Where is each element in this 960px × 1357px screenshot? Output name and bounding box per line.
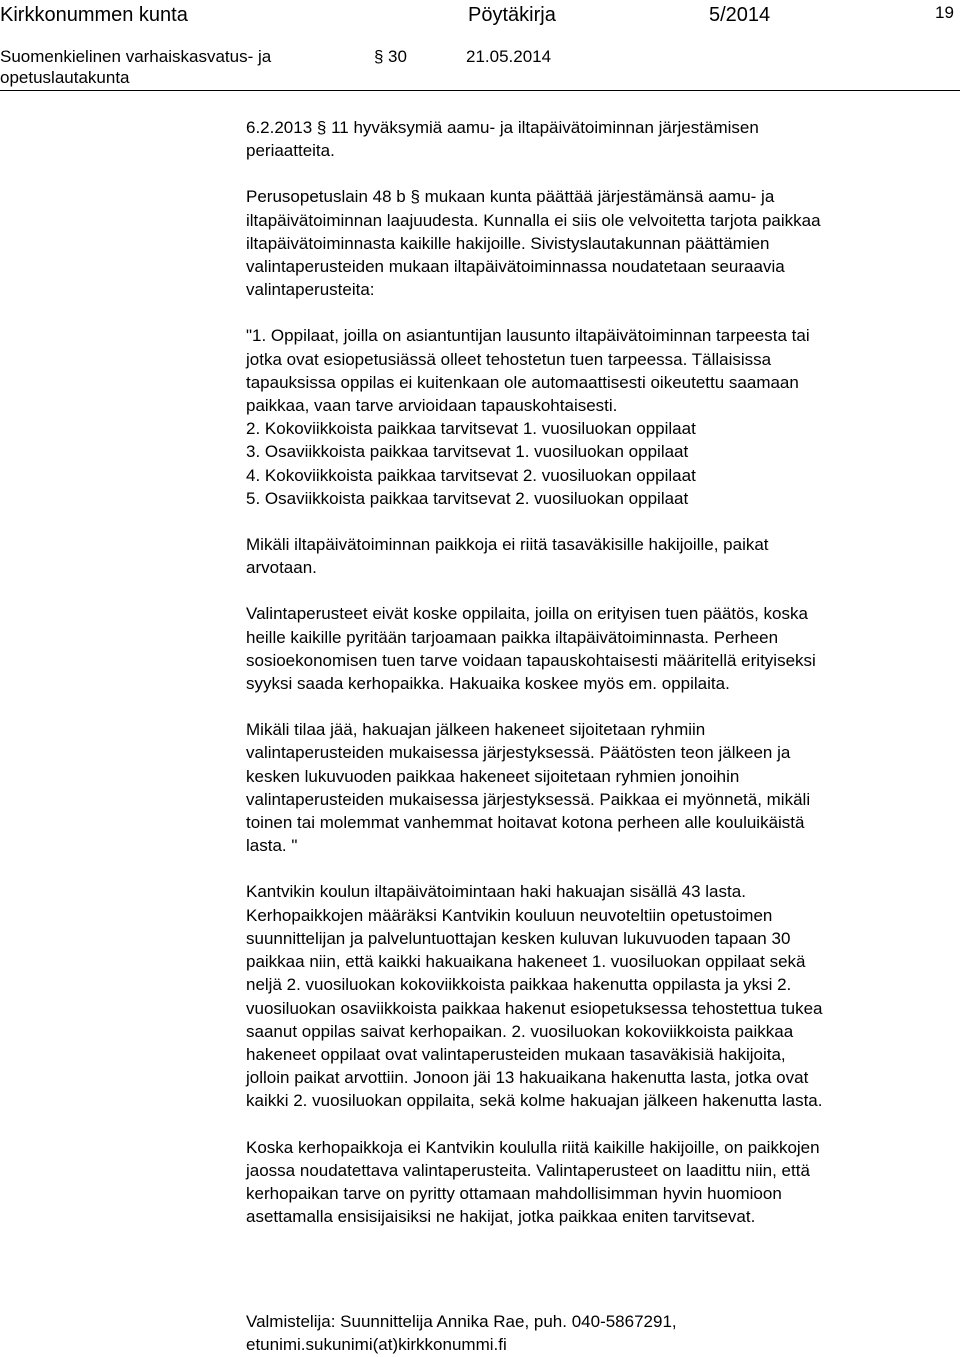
paragraph-criteria-list [246, 324, 952, 510]
text-line: 3. Osaviikkoista paikkaa tarvitsevat 1. vuosiluokan oppilaat [246, 442, 689, 462]
text-line: paikkaa, vaan tarve arvioidaan tapauskohtaisesti. [246, 396, 618, 416]
text-line: 6.2.2013 § 11 hyväksymiä aamu- ja iltapäivätoiminnan järjestämisen [246, 118, 759, 137]
text-line: valintaperusteiden mukaisessa järjestyksessä. Paikkaa ei myönnetä, mikäli [246, 789, 811, 809]
text-line: 4. Kokoviikkoista paikkaa tarvitsevat 2. vuosiluokan oppilaat [246, 465, 696, 485]
meeting-date: 21.05.2014 [466, 47, 552, 66]
board-name-line2: opetuslautakunta [0, 68, 130, 87]
document-type: Pöytäkirja [468, 4, 556, 26]
preparer-line2: etunimi.sukunimi(at)kirkkonummi.fi [246, 1335, 507, 1354]
text-line: jaossa noudatettava valintaperusteita. Valintaperusteet on laadittu niin, että [246, 1160, 810, 1180]
paragraph-kantvik [246, 880, 952, 1112]
municipality-name: Kirkkonummen kunta [0, 4, 188, 26]
header-divider [0, 90, 960, 91]
text-line: 5. Osaviikkoista paikkaa tarvitsevat 2. vuosiluokan oppilaat [246, 488, 689, 508]
text-line: kerhopaikan tarve on pyritty ottamaan mahdollisimman hyvin huomioon [246, 1183, 782, 1203]
preparer-line1: Valmistelija: Suunnittelija Annika Rae, puh. 040-5867291, [246, 1312, 677, 1331]
paragraph-special-support [246, 602, 952, 695]
text-line: jotka ovat esiopetusiässä olleet tehostetun tuen tarpeessa. Tällaisissa [246, 349, 772, 369]
text-line: saanut oppilas saivat kerhopaikan. 2. vuosiluokan kokoviikkoista paikkaa [246, 1021, 794, 1041]
text-line: valintaperusteiden mukaisessa järjestyksessä. Päätösten teon jälkeen ja [246, 743, 791, 763]
text-line: syyksi saada kerhopaikka. Hakuaika koskee myös em. oppilaita. [246, 674, 730, 694]
text-line: arvotaan. [246, 558, 317, 578]
text-line: Koska kerhopaikkoja ei Kantvikin koululla riitä kaikille hakijoille, on paikkojen [246, 1137, 820, 1157]
paragraph-law [246, 185, 952, 301]
text-line: heille kaikille pyritään tarjoamaan paikka iltapäivätoiminnasta. Perheen [246, 627, 779, 647]
paragraph-late-applicants [246, 718, 952, 857]
paragraph-intro [246, 116, 952, 162]
text-line: iltapäivätoiminnan laajuudesta. Kunnalla ei siis ole velvoitetta tarjota paikkaa [246, 210, 821, 230]
section-sign-icon: § [374, 47, 384, 66]
text-line: jolloin paikat arvottiin. Jonoon jäi 13 hakuaikana hakenutta lasta, jotka ovat [246, 1068, 809, 1088]
text-line: periaatteita. [246, 141, 335, 161]
text-line: 2. Kokoviikkoista paikkaa tarvitsevat 1. vuosiluokan oppilaat [246, 419, 696, 439]
text-line: tapauksissa oppilas ei kuitenkaan ole automaattisesti oikeutettu saamaan [246, 372, 799, 392]
document-body [246, 116, 952, 1251]
text-line: Perusopetuslain 48 b § mukaan kunta päättää järjestämänsä aamu- ja [246, 187, 775, 207]
board-name-line1: Suomenkielinen varhaiskasvatus- ja [0, 47, 272, 66]
text-line: Kerhopaikkojen määräksi Kantvikin kouluun neuvoteltiin opetustoimen [246, 905, 773, 925]
text-line: lasta. " [246, 836, 298, 856]
text-line: neljä 2. vuosiluokan kokoviikkoista paikkaa hakenutta oppilasta ja yksi 2. [246, 975, 792, 995]
text-line: asettamalla ensisijaisiksi ne hakijat, jotka paikkaa eniten tarvitsevat. [246, 1207, 756, 1227]
text-line: kesken lukuvuoden paikkaa hakeneet sijoitetaan ryhmien jonoihin [246, 766, 740, 786]
text-line: sosioekonomisen tuen tarve voidaan tapauskohtaisesti määritellä erityiseksi [246, 650, 816, 670]
text-line: toinen tai molemmat vanhemmat hoitavat kotona perheen alle kouluikäistä [246, 813, 805, 833]
text-line: suunnittelijan ja palveluntuottajan kesken kuluvan lukuvuoden tapaan 30 [246, 928, 791, 948]
paragraph-conclusion [246, 1136, 952, 1229]
text-line: paikkaa niin, että kaikki hakuaikana hakeneet 1. vuosiluokan oppilaat sekä [246, 952, 806, 972]
section-number: 30 [388, 47, 407, 66]
text-line: kaikki 2. vuosiluokan oppilaita, sekä kolme hakuajan jälkeen hakenutta lasta. [246, 1091, 823, 1111]
text-line: "1. Oppilaat, joilla on asiantuntijan lausunto iltapäivätoiminnan tarpeesta tai [246, 326, 810, 346]
document-number: 5/2014 [709, 4, 771, 26]
text-line: vuosiluokan osaviikkoista paikkaa hakenut esiopetuksessa tehostettua tukea [246, 998, 823, 1018]
text-line: valintaperusteita: [246, 280, 375, 300]
text-line: Valintaperusteet eivät koske oppilaita, joilla on erityisen tuen päätös, koska [246, 604, 808, 624]
text-line: Mikäli tilaa jää, hakuajan jälkeen hakeneet sijoitetaan ryhmiin [246, 720, 706, 740]
page-number: 19 [935, 3, 954, 22]
paragraph-lottery [246, 533, 952, 579]
text-line: Mikäli iltapäivätoiminnan paikkoja ei riitä tasaväkisille hakijoille, paikat [246, 535, 769, 555]
text-line: valintaperusteiden mukaan iltapäivätoiminnassa noudatetaan seuraavia [246, 257, 785, 277]
text-line: hakeneet oppilaat ovat valintaperusteiden mukaan tasaväkisiä hakijoita, [246, 1044, 786, 1064]
text-line: iltapäivätoiminnasta kaikille hakijoille. Sivistyslautakunnan päättämien [246, 233, 770, 253]
text-line: Kantvikin koulun iltapäivätoimintaan haki hakuajan sisällä 43 lasta. [246, 882, 746, 902]
